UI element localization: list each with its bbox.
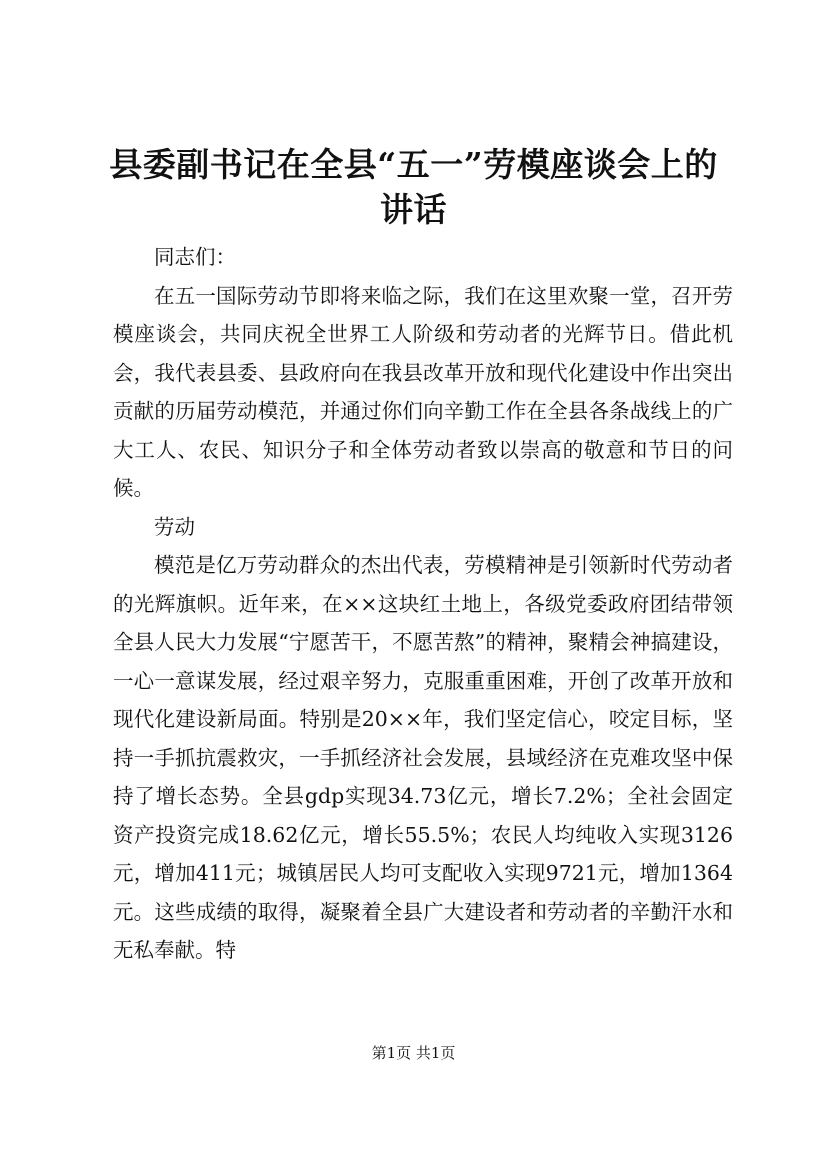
section-paragraph: 劳动 bbox=[154, 514, 195, 539]
achievements-paragraph: 模范是亿万劳动群众的杰出代表，劳模精神是引领新时代劳动者的光辉旗帜。近年来，在××这块红土地上，各级党委政府团结带领全县人民大力发展“宁愿苦干，不愿苦熬”的精神，聚精会神搞建设，一心一意谋发展，经过艰辛努力，克服重重困难，开创了改革开放和现代化建设新局面。特别是20××年，我们坚定信心，咬定目标，坚持一手抓抗震救灾，一手抓经济社会发展，县域经济在克难攻坚中保持了增长态势。全县gdp实现34.73亿元，增长7.2%；全社会固定资产投资完成18.62亿元，增长55.5%；农民人均纯收入实现3126元，增加411元；城镇居民人均可支配收入实现9721元，增加1364元。这些成绩的取得，凝聚着全县广大建设者和劳动者的辛勤汗水和无私奉献。特 bbox=[113, 553, 733, 962]
page-footer: 第1页 共1页 bbox=[371, 1044, 456, 1062]
document-title: 县委副书记在全县“五一”劳模座谈会上的讲话 bbox=[109, 145, 718, 229]
salutation-paragraph: 同志们： bbox=[154, 245, 236, 269]
document-body bbox=[113, 238, 733, 970]
opening-paragraph: 在五一国际劳动节即将来临之际，我们在这里欢聚一堂，召开劳模座谈会，共同庆祝全世界工人阶级和劳动者的光辉节日。借此机会，我代表县委、县政府向在我县改革开放和现代化建设中作出突出贡献的历届劳动模范，并通过你们向辛勤工作在全县各条战线上的广大工人、农民、知识分子和全体劳动者致以崇高的敬意和节日的问候。 bbox=[113, 283, 733, 500]
